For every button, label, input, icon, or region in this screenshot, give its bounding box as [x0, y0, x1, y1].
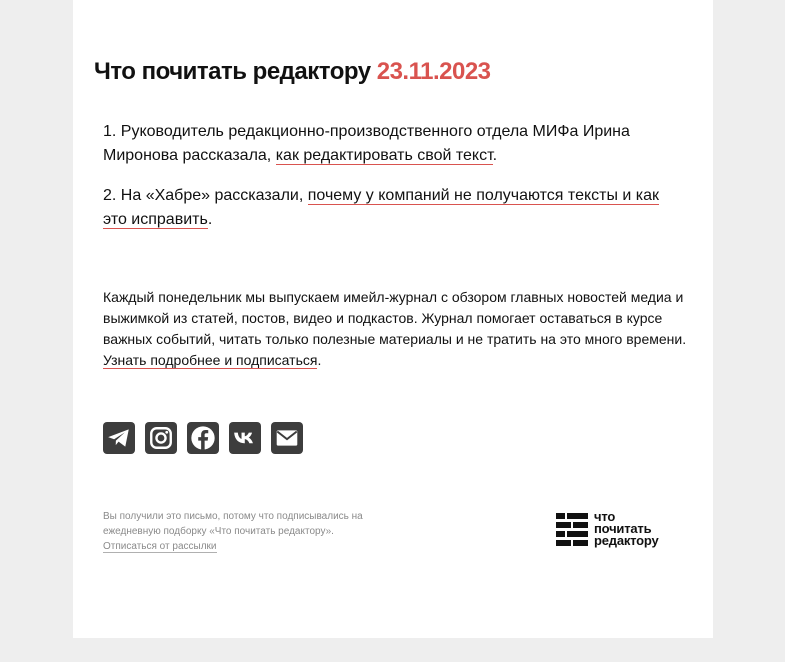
- unsubscribe-link[interactable]: Отписаться от рассылки: [103, 541, 217, 552]
- social-links: [103, 422, 303, 454]
- subscribe-link[interactable]: Узнать подробнее и подписаться: [103, 352, 318, 368]
- article-link-1[interactable]: как редактировать свой текст: [275, 147, 493, 164]
- article-text: 2. На «Хабре» рассказали,: [103, 187, 308, 204]
- facebook-icon[interactable]: [187, 422, 219, 454]
- issue-date: 23.11.2023: [376, 58, 491, 85]
- logo: [556, 509, 686, 548]
- page-title: [94, 58, 491, 86]
- logo-line: что: [594, 509, 616, 524]
- footer-text: Вы получили это письмо, потому что подписывались на ежедневную подборку «Что почитать редактору».: [103, 511, 363, 537]
- article-text: 1. Руководитель редакционно-производственного отдела МИФа Ирина Миронова рассказала,: [103, 123, 630, 164]
- telegram-icon[interactable]: [103, 422, 135, 454]
- article-item-2: [103, 184, 683, 232]
- email-icon[interactable]: [271, 422, 303, 454]
- article-list: [103, 120, 683, 248]
- logo-mark-icon: [556, 513, 590, 547]
- logo-line: почитать: [594, 521, 652, 536]
- title-text: Что почитать редактору: [94, 58, 371, 85]
- instagram-icon[interactable]: [145, 422, 177, 454]
- footer-note: [103, 509, 383, 554]
- logo-line: редактору: [594, 533, 659, 548]
- logo-wordmark: [594, 511, 659, 547]
- article-link-2[interactable]: почему у компаний не получаются тексты и как это исправить: [103, 187, 660, 228]
- about-text: Каждый понедельник мы выпускаем имейл-журнал с обзором главных новостей медиа и выжимкой из статей, постов, видео и подкастов. Журнал помогает оставаться в курсе важных событий, читать только полезные материалы и не тратить на это много времени.: [103, 289, 687, 347]
- vk-icon[interactable]: [229, 422, 261, 454]
- article-item-1: [103, 120, 683, 168]
- newsletter-description: [103, 287, 688, 371]
- article-punct: .: [207, 211, 213, 228]
- about-punct: .: [317, 352, 322, 368]
- email-card: [73, 0, 713, 638]
- article-punct: .: [492, 147, 498, 164]
